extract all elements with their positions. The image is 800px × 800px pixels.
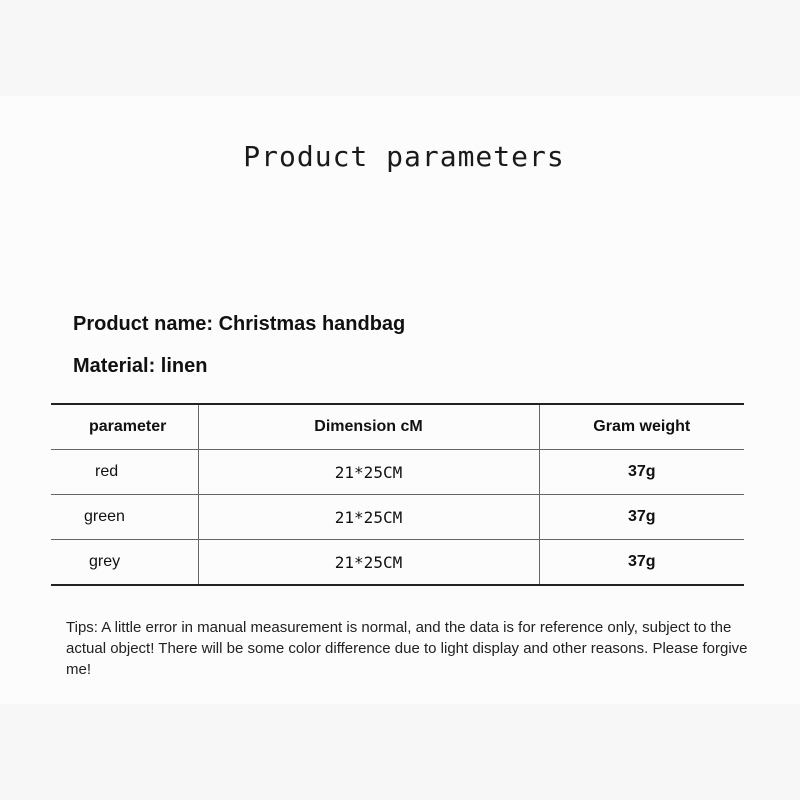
- cell-dimension: 21*25CM: [198, 495, 539, 540]
- cell-parameter-text: green: [84, 508, 125, 525]
- product-material: Material: linen: [73, 355, 208, 377]
- cell-parameter: [51, 495, 198, 540]
- cell-dimension: 21*25CM: [198, 540, 539, 586]
- cell-parameter: [51, 540, 198, 586]
- parameters-table: [51, 403, 744, 586]
- table-header-row: [51, 404, 744, 450]
- cell-weight: 37g: [539, 450, 744, 495]
- table-row: [51, 540, 744, 586]
- content-card: [0, 96, 800, 704]
- header-weight: Gram weight: [539, 404, 744, 450]
- cell-weight: 37g: [539, 540, 744, 586]
- cell-parameter-text: red: [95, 463, 119, 480]
- page-title: Product parameters: [243, 140, 565, 173]
- cell-parameter-text: grey: [89, 553, 121, 570]
- product-name: Product name: Christmas handbag: [73, 313, 406, 335]
- header-parameter: parameter: [51, 404, 198, 450]
- cell-parameter: [51, 450, 198, 495]
- tips-note: Tips: A little error in manual measurement is normal, and the data is for reference only, subject to the actual object! There will be some color difference due to light display and other reasons. Please forgive me!: [66, 619, 748, 678]
- table-row: [51, 495, 744, 540]
- table-row: [51, 450, 744, 495]
- cell-weight: 37g: [539, 495, 744, 540]
- cell-dimension: 21*25CM: [198, 450, 539, 495]
- header-dimension: Dimension cM: [198, 404, 539, 450]
